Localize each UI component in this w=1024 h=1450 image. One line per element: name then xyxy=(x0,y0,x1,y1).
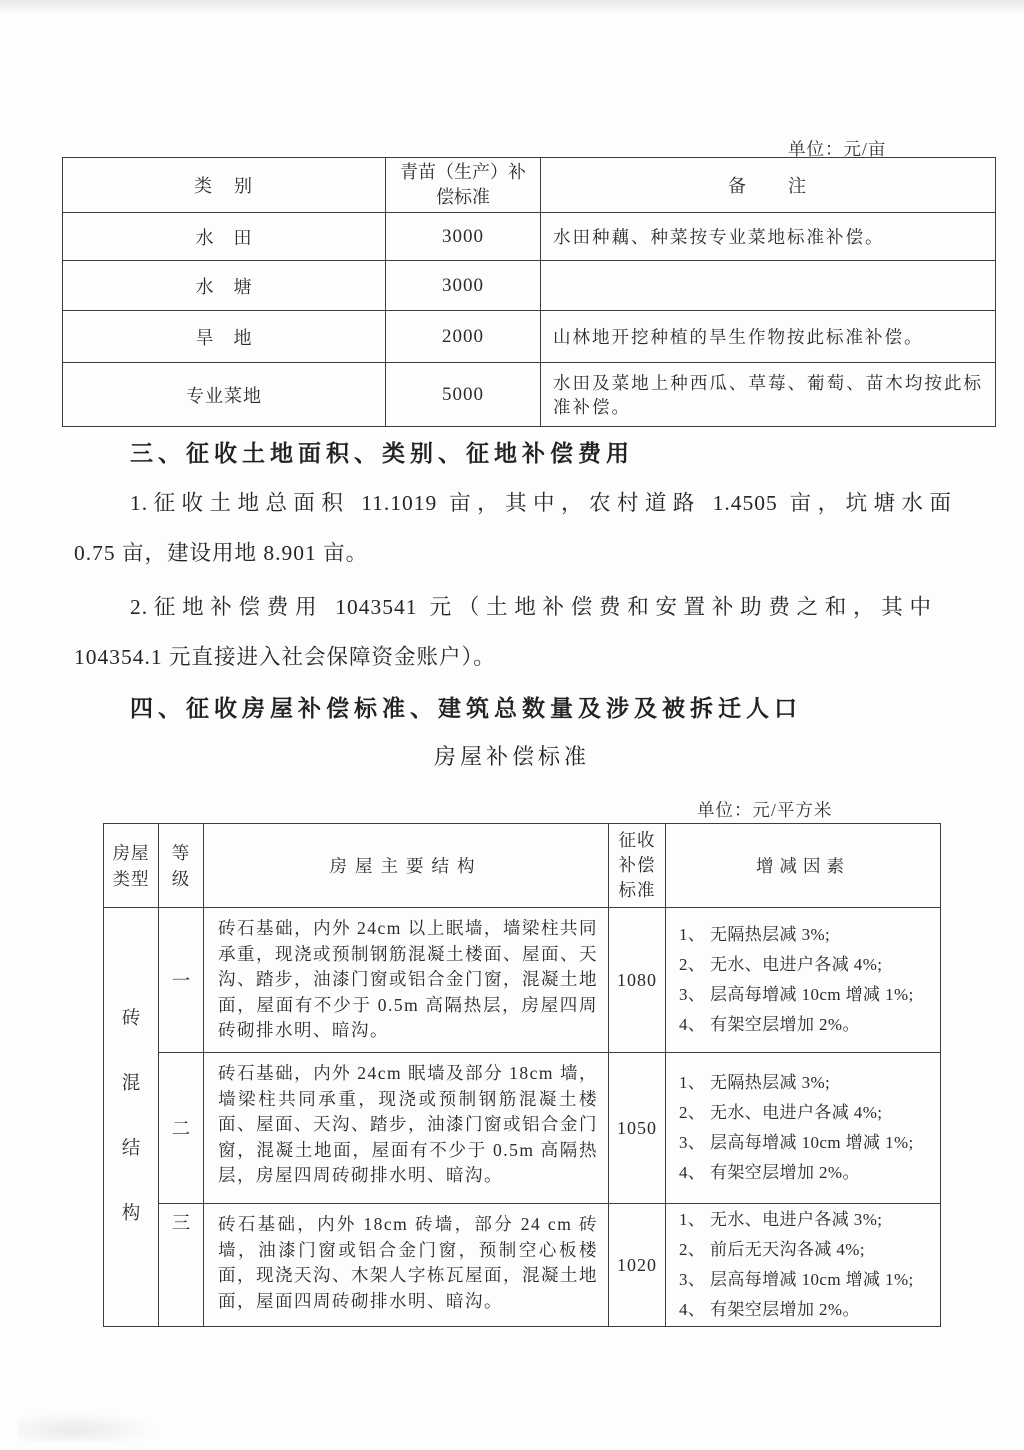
table-row xyxy=(63,213,996,261)
table-header-row xyxy=(104,824,941,908)
standard-cell: 3000 xyxy=(386,261,541,311)
structure-cell: 砖石基础，内外 24cm 以上眠墙，墙梁柱共同承重，现浇或预制钢筋混凝土楼面、屋面、天沟、踏步，油漆门窗或铝合金门窗，混凝土地面，屋面有不少于 0.5m 高隔热层，房屋四周砖砌排水明、暗沟。 xyxy=(204,908,609,1053)
paragraph-line: 1.征收土地总面积 11.1019 亩，其中，农村道路 1.4505 亩，坑塘水面 xyxy=(130,491,952,515)
factor-line: 1、 无水、电进户各减 3%; xyxy=(679,1210,883,1229)
remark-cell: 水田种藕、种菜按专业菜地标准补偿。 xyxy=(541,213,996,261)
house-table-title: 房屋补偿标准 xyxy=(433,744,590,769)
remark-cell xyxy=(541,261,996,311)
young-crop-compensation-table xyxy=(62,157,996,427)
scan-smudge xyxy=(18,1412,158,1442)
paragraph-line: 2.征地补偿费用 1043541 元（土地补偿费和安置补助费之和，其中 xyxy=(130,595,932,619)
house-type-label: 砖混结构 xyxy=(121,1009,141,1224)
structure-cell: 砖石基础，内外 18cm 砖墙，部分 24 cm 砖墙，油漆门窗或铝合金门窗，预制空心板楼面，现浇天沟、木架人字栋瓦屋面，混凝土地面，屋面四周砖砌排水明、暗沟。 xyxy=(204,1204,609,1327)
standard-cell: 2000 xyxy=(386,311,541,363)
category-cell: 专业菜地 xyxy=(63,363,386,427)
unit-label-house: 单位：元/平方米 xyxy=(697,800,833,820)
remark-cell: 水田及菜地上种西瓜、草莓、葡萄、苗木均按此标准补偿。 xyxy=(541,363,996,427)
grade-cell: 二 xyxy=(159,1053,204,1204)
factors-cell xyxy=(666,1204,941,1327)
header-remark: 备 注 xyxy=(541,158,996,213)
unit-label-land: 单位：元/亩 xyxy=(788,139,887,159)
category-cell: 水 塘 xyxy=(63,261,386,311)
section-3-heading: 三、征收土地面积、类别、征地补偿费用 xyxy=(130,441,634,466)
factor-line: 1、 无隔热层减 3%; xyxy=(679,1073,831,1092)
category-cell: 水 田 xyxy=(63,213,386,261)
table-row xyxy=(63,363,996,427)
standard-cell: 1080 xyxy=(609,908,666,1053)
header-grade: 等级 xyxy=(159,824,204,908)
standard-cell: 3000 xyxy=(386,213,541,261)
house-type-cell xyxy=(104,908,159,1327)
structure-cell: 砖石基础，内外 24cm 眠墙及部分 18cm 墙，墙梁柱共同承重，现浇或预制钢筋混凝土楼面、屋面、天沟、踏步，油漆门窗或铝合金门窗，混凝土地面，屋面有不少于 0.5m 高隔热层，房屋四周砖砌排水明、暗沟。 xyxy=(204,1053,609,1204)
section-4-heading: 四、征收房屋补偿标准、建筑总数量及涉及被拆迁人口 xyxy=(130,696,802,721)
header-category: 类 别 xyxy=(63,158,386,213)
paragraph-line: 104354.1 元直接进入社会保障资金账户）。 xyxy=(74,645,496,669)
factor-line: 4、 有架空层增加 2%。 xyxy=(679,1300,860,1319)
header-house-type: 房屋类型 xyxy=(104,824,159,908)
table-row xyxy=(63,311,996,363)
table-row xyxy=(104,908,941,1053)
paragraph-line: 0.75 亩，建设用地 8.901 亩。 xyxy=(74,541,369,565)
factor-line: 3、 层高每增减 10cm 增减 1%; xyxy=(679,985,914,1004)
factor-line: 2、 前后无天沟各减 4%; xyxy=(679,1240,865,1259)
factors-cell xyxy=(666,1053,941,1204)
scan-edge-shadow xyxy=(0,0,1024,14)
header-standard: 征收补偿标准 xyxy=(609,824,666,908)
standard-cell: 1050 xyxy=(609,1053,666,1204)
header-factors: 增减因素 xyxy=(666,824,941,908)
grade-cell: 一 xyxy=(159,908,204,1053)
factor-line: 3、 层高每增减 10cm 增减 1%; xyxy=(679,1133,914,1152)
factor-line: 4、 有架空层增加 2%。 xyxy=(679,1015,860,1034)
table-row xyxy=(104,1053,941,1204)
factor-line: 4、 有架空层增加 2%。 xyxy=(679,1163,860,1182)
header-structure: 房屋主要结构 xyxy=(204,824,609,908)
factor-line: 1、 无隔热层减 3%; xyxy=(679,925,831,944)
table-header-row xyxy=(63,158,996,213)
header-standard: 青苗（生产）补偿标准 xyxy=(386,158,541,213)
factor-line: 3、 层高每增减 10cm 增减 1%; xyxy=(679,1270,914,1289)
table-row xyxy=(63,261,996,311)
standard-cell: 1020 xyxy=(609,1204,666,1327)
table-row xyxy=(104,1204,941,1327)
factor-line: 2、 无水、电进户各减 4%; xyxy=(679,1103,883,1122)
factors-cell xyxy=(666,908,941,1053)
grade-cell: 三 xyxy=(159,1204,204,1327)
category-cell: 旱 地 xyxy=(63,311,386,363)
house-compensation-table xyxy=(103,823,941,1327)
standard-cell: 5000 xyxy=(386,363,541,427)
factor-line: 2、 无水、电进户各减 4%; xyxy=(679,955,883,974)
remark-cell: 山林地开挖种植的旱生作物按此标准补偿。 xyxy=(541,311,996,363)
